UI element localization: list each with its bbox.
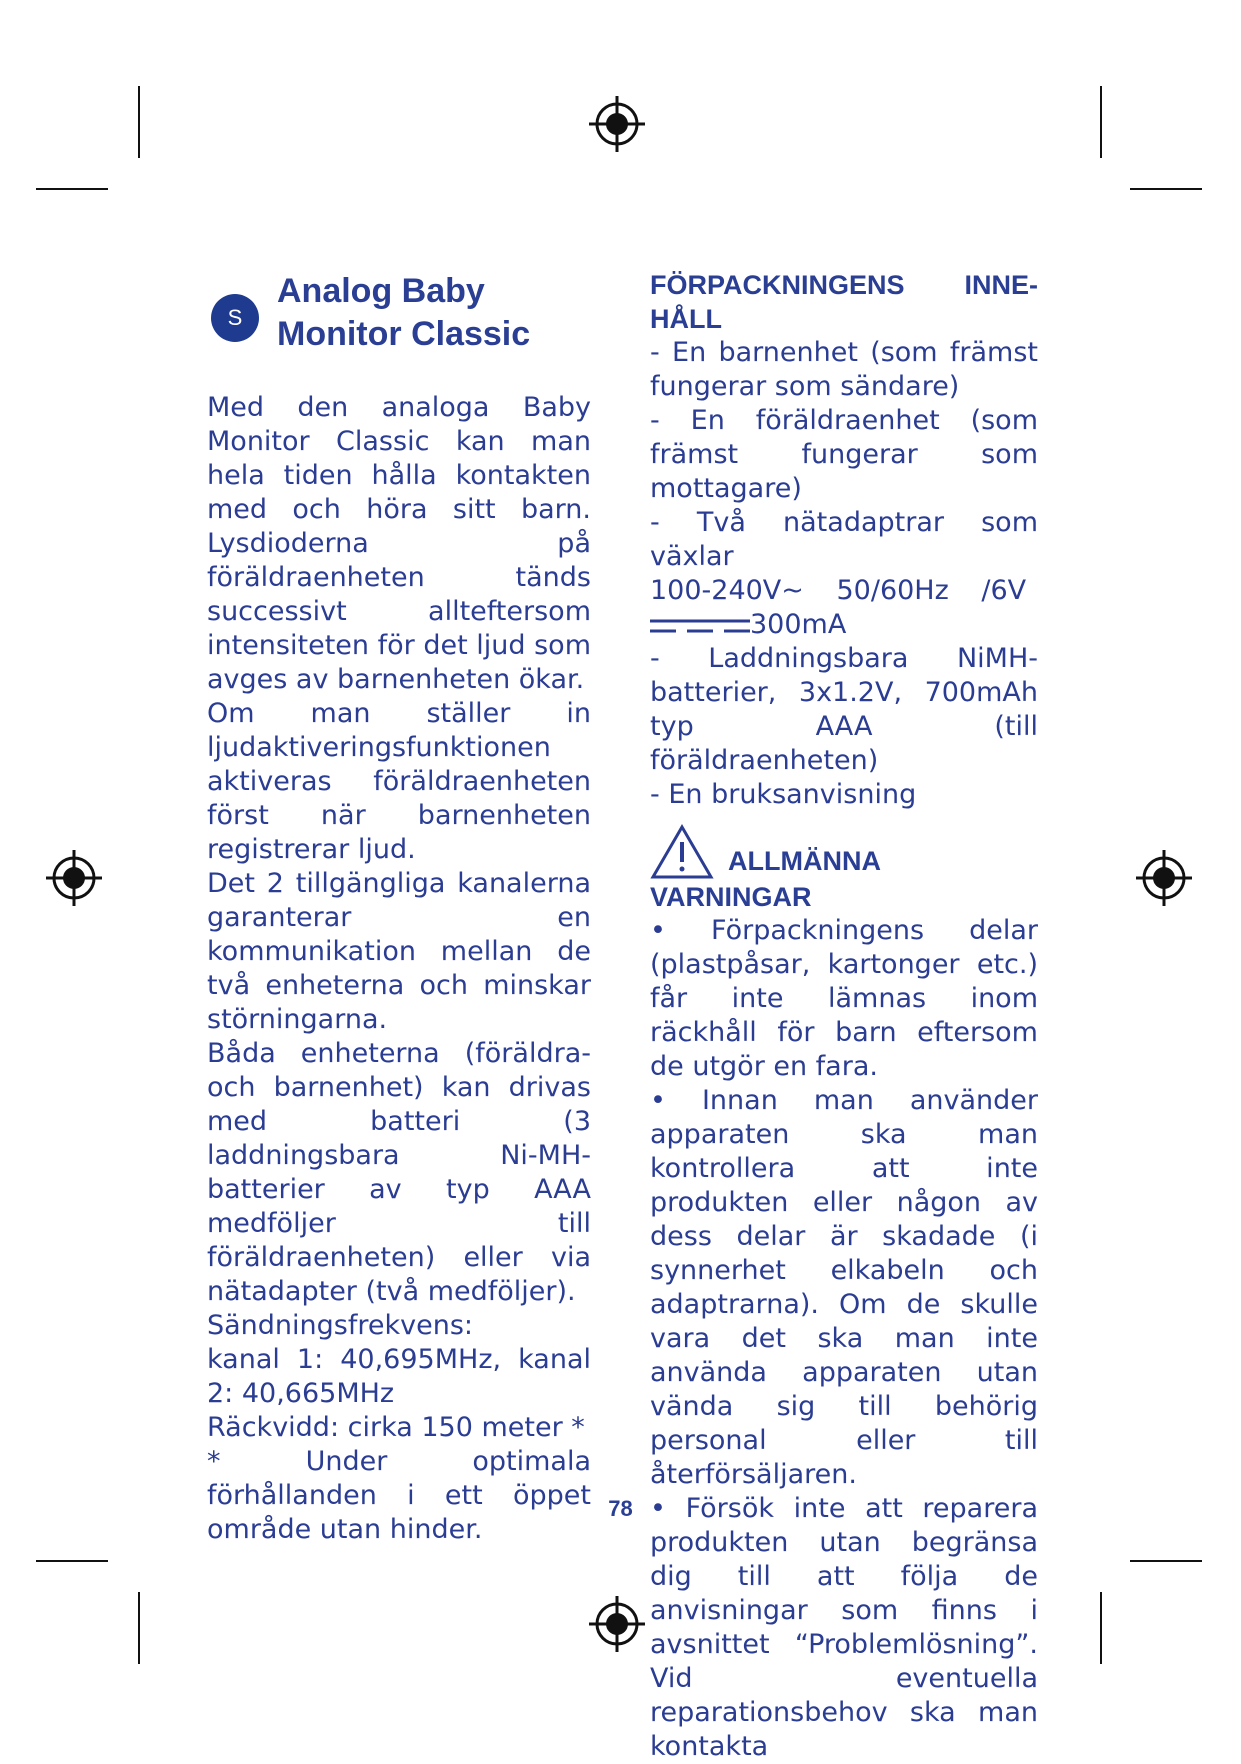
paragraph-sound-activation: Om man ställer in ljudaktiveringsfunktionen aktiveras föräldraenheten först när barnenheten registrerar ljud. <box>207 698 591 865</box>
package-item: - Laddningsbara NiMH-batterier, 3x1.2V, 700mAh typ AAA (till föräldraenheten) <box>650 643 1038 776</box>
paragraph-power: Båda enheterna (föräldra- och barnenhet) kan drivas med batteri (3 laddningsbara Ni-MH-batterier av typ AAA medföljer till föräldraenheten) eller via nätadapter (två medföljer). <box>207 1038 591 1307</box>
warning-item: • Förpackningens delar (plastpåsar, kartonger etc.) får inte lämnas inom räckhåll för barn eftersom de utgör en fara. <box>650 915 1038 1082</box>
title-row <box>207 268 591 358</box>
paragraph-range: Räckvidd: cirka 150 meter * <box>207 1412 585 1443</box>
crop-mark <box>138 1592 140 1664</box>
warnings-heading: VARNINGAR <box>650 882 812 912</box>
paragraph-frequency-values: kanal 1: 40,695MHz, kanal 2: 40,665MHz <box>207 1344 591 1409</box>
crop-mark <box>36 1560 108 1562</box>
title-line: Monitor Classic <box>277 315 531 353</box>
warning-triangle-icon <box>650 824 714 880</box>
crop-mark <box>36 188 108 190</box>
left-column <box>207 268 591 1547</box>
registration-mark-icon <box>1132 846 1196 910</box>
right-column <box>650 268 1038 1764</box>
paragraph-intro: Med den analoga Baby Monitor Classic kan man hela tiden hålla kontakten med och höra sitt barn. Lysdioderna på föräldraenheten tänds successivt allteftersom intensiteten för det ljud som avges av barnenheten ökar. <box>207 392 591 695</box>
package-item-adapter: - Två nätadaptrar som växlar <box>650 507 1038 572</box>
page-title <box>277 270 530 356</box>
crop-mark <box>1100 1592 1102 1664</box>
registration-mark-icon <box>585 1592 649 1656</box>
paragraph-channels: Det 2 tillgängliga kanalerna garanterar en kommunikation mellan de två enheterna och minskar störningarna. <box>207 868 591 1035</box>
registration-mark-icon <box>585 92 649 156</box>
paragraph-frequency-label: Sändningsfrekvens: <box>207 1310 473 1341</box>
warnings-heading: ALLMÄNNA <box>728 846 881 876</box>
crop-mark <box>1130 188 1202 190</box>
package-item: - En barnenhet (som främst fungerar som sändare) <box>650 337 1038 402</box>
warning-item: • Försök inte att reparera produkten utan begränsa dig till att följa de anvisningar som finns i avsnittet “Problemlösning”. Vid eventuella reparationsbehov ska man kontakta <box>650 1493 1038 1762</box>
title-line: Analog Baby <box>277 272 485 310</box>
paragraph-footnote: * Under optimala förhållanden i ett öppet område utan hinder. <box>207 1446 591 1545</box>
page-number: 78 <box>608 1496 633 1521</box>
package-item-adapter-rating: 100-240V~ 50/60Hz /6V <box>650 575 1027 606</box>
package-heading: HÅLL <box>650 304 722 334</box>
package-item: - En bruksanvisning <box>650 779 917 810</box>
dc-current-icon <box>650 616 750 636</box>
package-item-adapter-current: 300mA <box>750 609 847 640</box>
language-badge: S <box>211 294 259 342</box>
crop-mark <box>1100 86 1102 158</box>
warning-item: • Innan man använder apparaten ska man kontrollera att inte produkten eller någon av dess delar är skadade (i synnerhet elkabeln och adaptrarna). Om de skulle vara det ska man inte använda apparaten utan vända sig till behörig personal eller till återförsäljaren. <box>650 1085 1038 1490</box>
package-item <box>650 506 1038 642</box>
package-item: - En föräldraenhet (som främst fungerar som mottagare) <box>650 405 1038 504</box>
package-heading: FÖRPACKNINGENS INNE- <box>650 270 1038 300</box>
warnings-heading-row <box>650 824 1038 880</box>
crop-mark <box>138 86 140 158</box>
registration-mark-icon <box>42 846 106 910</box>
crop-mark <box>1130 1560 1202 1562</box>
paragraph <box>207 391 591 1547</box>
